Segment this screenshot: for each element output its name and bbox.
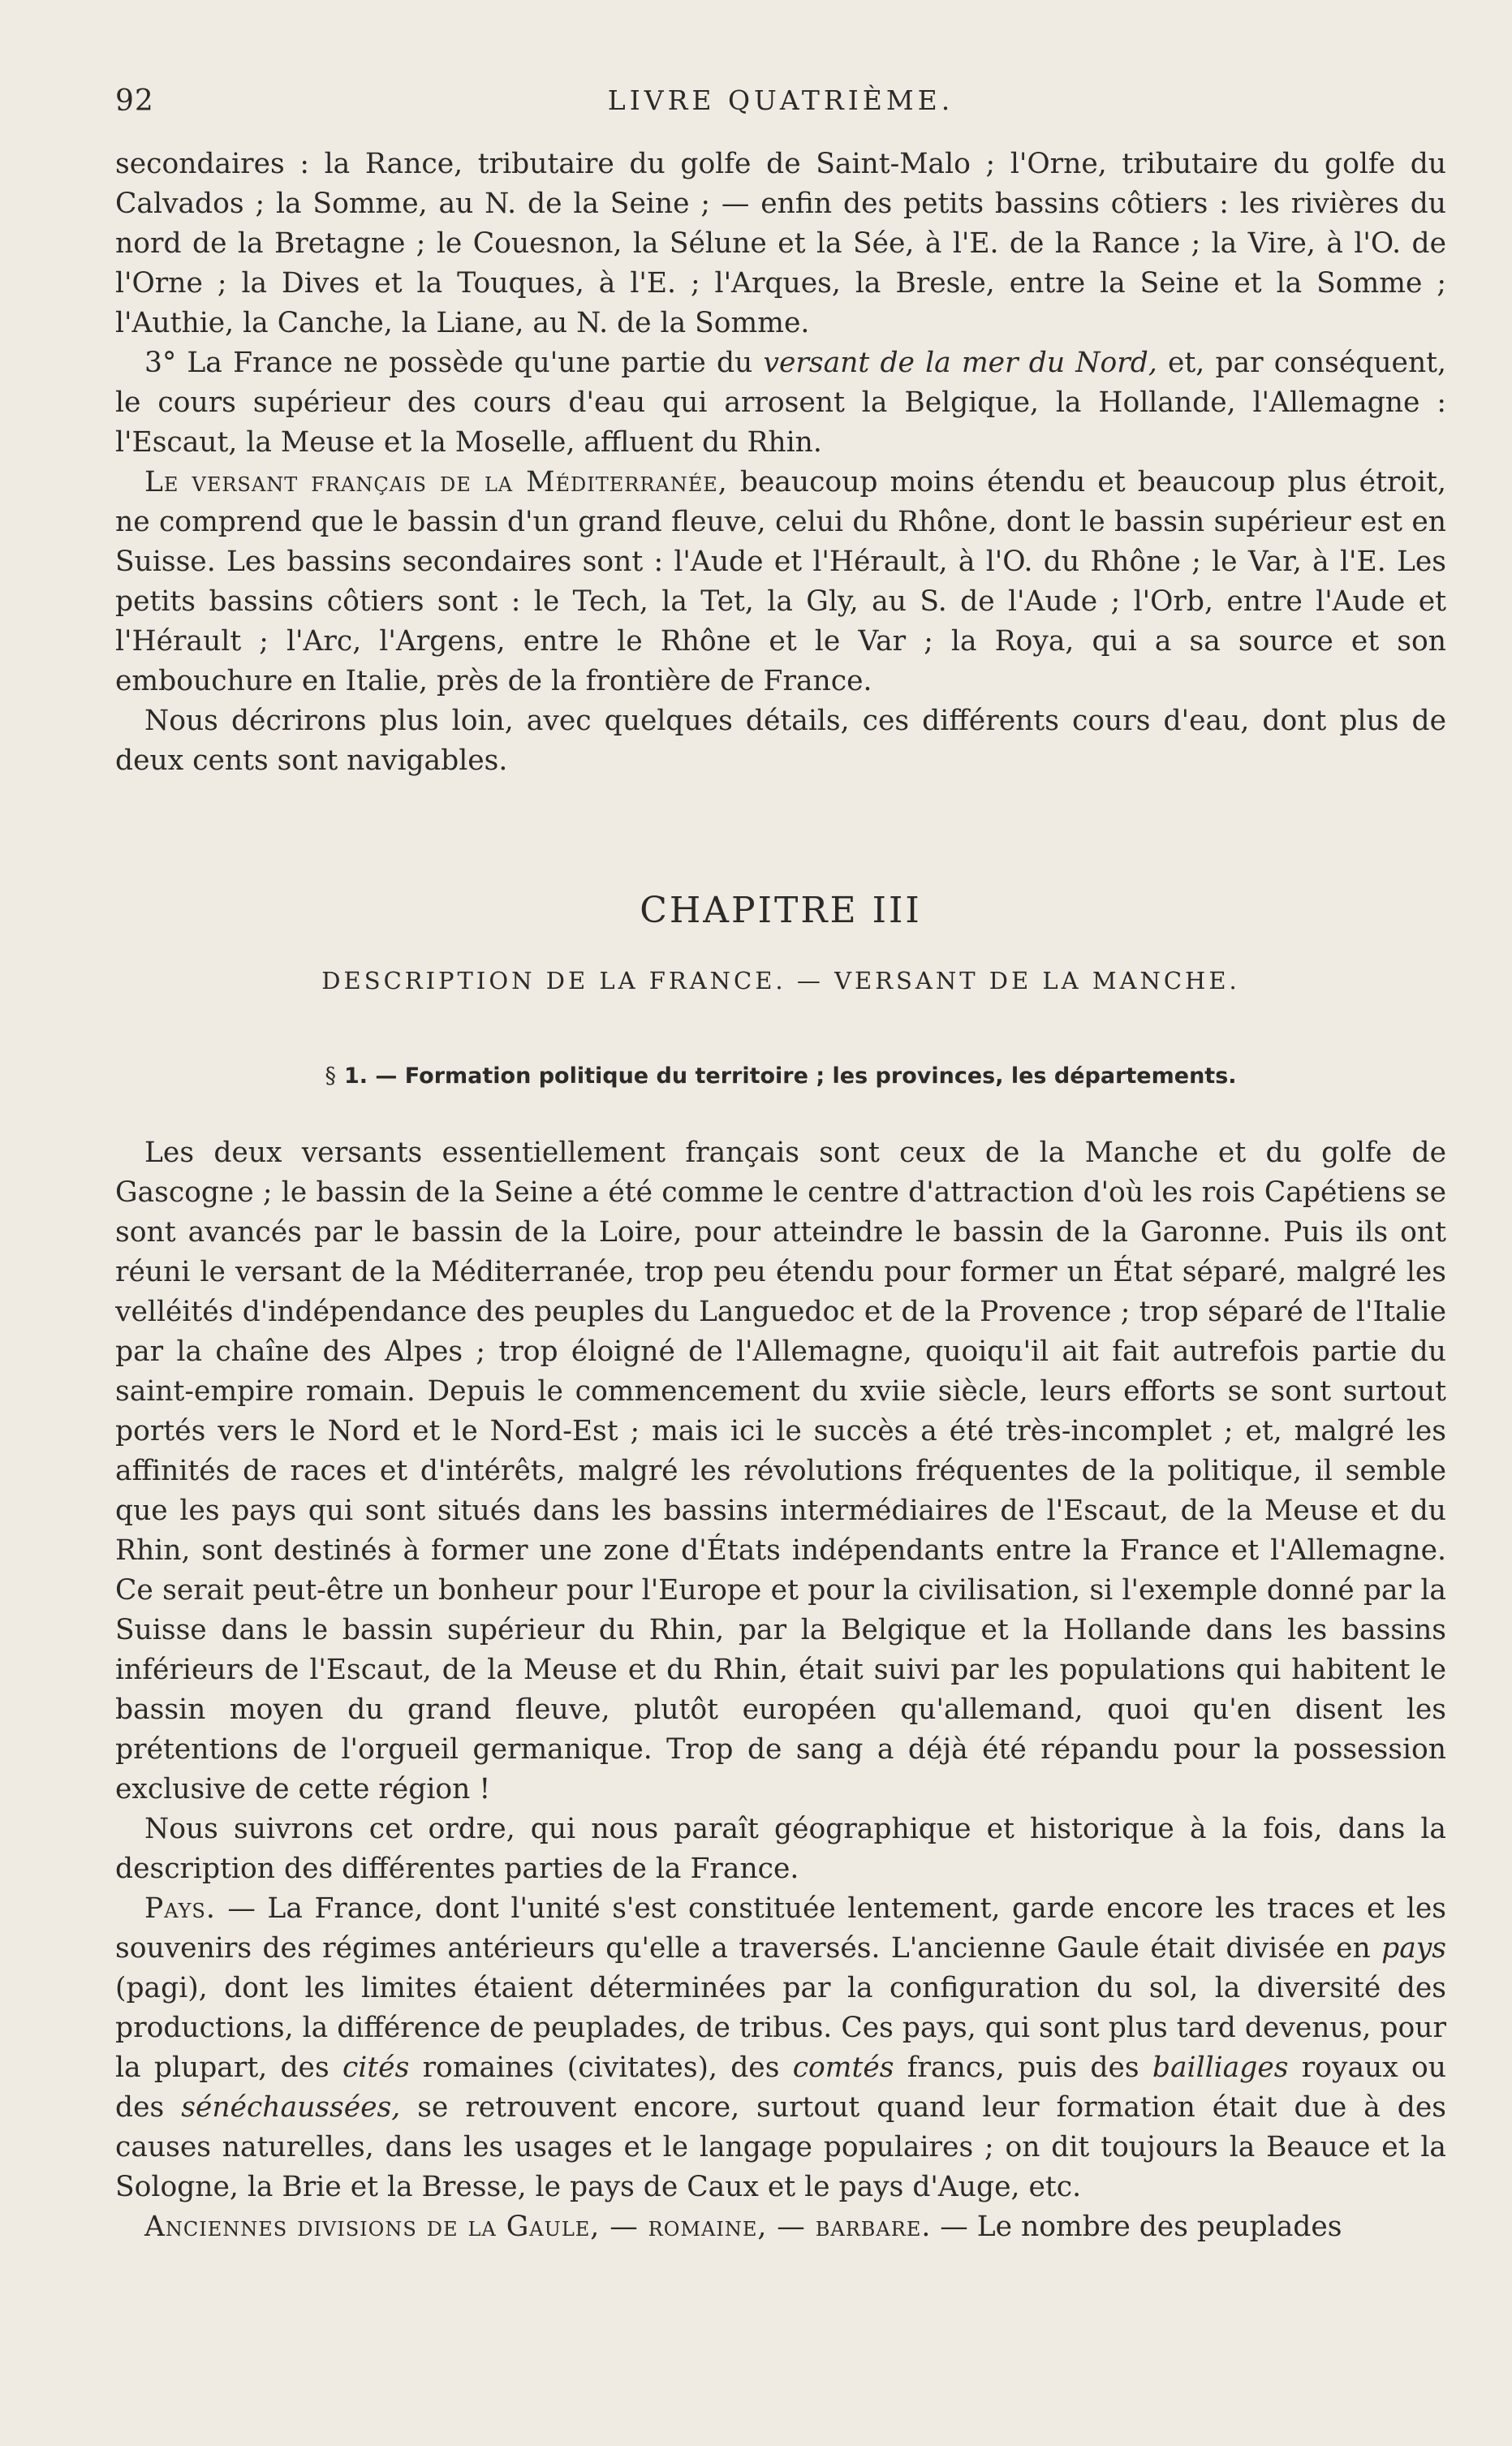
small-caps-heading: Pays. xyxy=(144,1892,216,1925)
text-run: royaux ou des xyxy=(115,2051,1447,2124)
paragraph: secondaires : la Rance, tributaire du golfe de Saint-Malo ; l'Orne, tributaire du golfe du Calvados ; la Somme, au N. de la Seine ; — enfin des petits bassins côtiers : les rivières du nord de la Bretagne ; le Couesnon, la Sélune et la Sée, à l'E. de la Rance ; la Vire, à l'O. de l'Orne ; la Dives et la Touques, à l'E. ; l'Arques, la Bresle, entre la Seine et la Somme ; l'Authie, la Canche, la Liane, au N. de la Somme. xyxy=(115,148,1446,339)
main-text-block xyxy=(115,1133,1446,2247)
italic-text: sénéchaussées, xyxy=(181,2091,401,2124)
section-title-text: 1. — Formation politique du territoire ; les provinces, les départements. xyxy=(343,1063,1237,1089)
paragraph xyxy=(115,463,1446,701)
paragraph: Les deux versants essentiellement français sont ceux de la Manche et du golfe de Gascogne ; le bassin de la Seine a été comme le centre d'attraction d'où les rois Capétiens se sont avancés par le bassin de la Loire, pour atteindre le bassin de la Garonne. Puis ils ont réuni le versant de la Méditerranée, trop peu étendu pour former un État séparé, malgré les velléités d'indépendance des peuples du Languedoc et de la Provence ; trop séparé de l'Italie par la chaîne des Alpes ; trop éloigné de l'Allemagne, quoiqu'il ait fait autrefois partie du saint-empire romain. Depuis le commencement du xviie siècle, leurs efforts se sont surtout portés vers le Nord et le Nord-Est ; mais ici le succès a été très-incomplet ; et, malgré les affinités de races et d'intérêts, malgré les révolutions fréquentes de la politique, il semble que les pays qui sont situés dans les bassins intermédiaires de l'Escaut, de la Meuse et du Rhin, sont destinés à former une zone d'États indépendants entre la France et l'Allemagne. Ce serait peut-être un bonheur pour l'Europe et pour la civilisation, si l'exemple donné par la Suisse dans le bassin supérieur du Rhin, par la Belgique et la Hollande dans les bassins inférieurs de l'Escaut, de la Meuse et du Rhin, était suivi par les populations qui habitent le bassin moyen du grand fleuve, plutôt européen qu'allemand, quoi qu'en disent les prétentions de l'orgueil germanique. Trop de sang a déjà été répandu pour la possession exclusive de cette région ! xyxy=(115,1137,1446,1805)
small-caps-heading: Le versant français de la Méditerranée, xyxy=(144,466,728,498)
paragraph xyxy=(115,343,1446,463)
text-run: (pagi), dont les limites étaient déterminées par la configuration du sol, la diversité des productions, la différence de peuplades, de tribus. Ces pays, qui sont plus tard devenus, pour la plupart, des xyxy=(115,1972,1446,2084)
text-run: — Le nombre des peuplades xyxy=(931,2211,1342,2243)
text-run: beaucoup moins étendu et beaucoup plus étroit, ne comprend que le bassin d'un grand fleuve, celui du Rhône, dont le bassin supérieur est en Suisse. Les bassins secondaires sont : l'Aude et l'Hérault, à l'O. du Rhône ; le Var, à l'E. Les petits bassins côtiers sont : le Tech, la Tet, la Gly, au S. de l'Aude ; l'Orb, entre l'Aude et l'Hérault ; l'Arc, l'Argens, entre le Rhône et le Var ; la Roya, qui a sa source et son embouchure en Italie, près de la frontière de France. xyxy=(115,466,1446,697)
paragraph xyxy=(115,1889,1446,2207)
chapter-subtitle: DESCRIPTION DE LA FRANCE. — VERSANT DE LA MANCHE. xyxy=(321,967,1240,994)
paragraph xyxy=(115,2207,1446,2247)
paragraph: Nous décrirons plus loin, avec quelques détails, ces différents cours d'eau, dont plus de deux cents sont navigables. xyxy=(115,705,1446,777)
top-text-block xyxy=(115,145,1446,781)
text-run: se retrouvent encore, surtout quand leur formation était due à des causes naturelles, dans les usages et le langage populaires ; on dit toujours la Beauce et la Sologne, la Brie et la Bresse, le pays de Caux et le pays d'Auge, etc. xyxy=(115,2091,1446,2203)
italic-text: comtés xyxy=(792,2051,894,2084)
text-run: 3° La France ne possède qu'une partie du xyxy=(144,347,764,379)
section-symbol: § xyxy=(325,1063,336,1089)
text-run: et, par conséquent, le cours supérieur des cours d'eau qui arrosent la Belgique, la Hollande, l'Allemagne : l'Escaut, la Meuse et la Moselle, affluent du Rhin. xyxy=(115,347,1447,459)
paragraph: Nous suivrons cet ordre, qui nous paraît géographique et historique à la fois, dans la description des différentes parties de la France. xyxy=(115,1813,1446,1885)
italic-text: bailliages xyxy=(1152,2051,1289,2084)
small-caps-heading: Anciennes divisions de la Gaule, — romaine, — barbare. xyxy=(144,2211,932,2243)
running-title: LIVRE QUATRIÈME. xyxy=(607,84,954,116)
page-number: 92 xyxy=(115,84,154,118)
italic-text: pays xyxy=(1381,1932,1446,1965)
text-run: — La France, dont l'unité s'est constituée lentement, garde encore les traces et les souvenirs des régimes antérieurs qu'elle a traversés. L'ancienne Gaule était divisée en xyxy=(115,1892,1446,1965)
text-run: francs, puis des xyxy=(894,2051,1152,2084)
section-title xyxy=(115,1063,1446,1089)
italic-text: cités xyxy=(342,2051,410,2084)
chapter-title: CHAPITRE III xyxy=(640,890,922,931)
italic-text: versant de la mer du Nord, xyxy=(763,347,1157,379)
text-run: romaines (civitates), des xyxy=(409,2051,793,2084)
page-header xyxy=(115,84,1446,128)
